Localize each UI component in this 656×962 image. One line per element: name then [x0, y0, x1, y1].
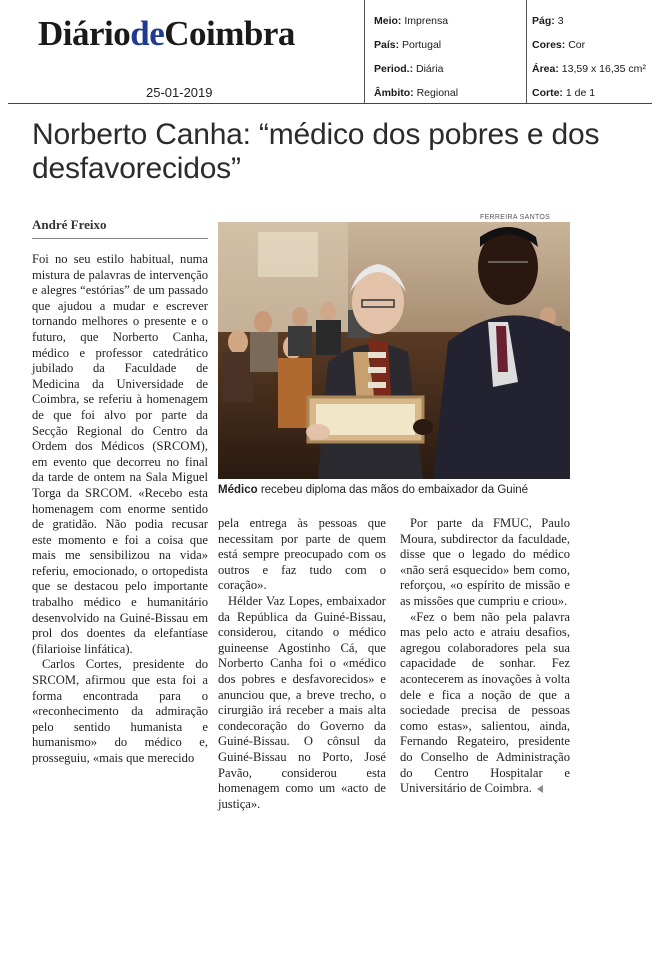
meta-pag: Pág: 3 — [532, 15, 564, 27]
masthead-logo — [38, 14, 295, 54]
article-column-1 — [32, 252, 208, 767]
paragraph: Hélder Vaz Lopes, embaixador da República da Guiné-Bissau, considerou, citando o médico guineense Agostinho Cá, que Norberto Canha foi o «médico dos pobres e desfavorecidos» e anunciou que, a breve trecho, o cirurgião irá receber a mais alta condecoração do Governo da Guiné-Bissau. O cônsul da Guiné-Bissau no Porto, José Pavão, considerou esta homenagem como um «acto de justiça». — [218, 593, 386, 811]
meta-area: Área: 13,59 x 16,35 cm² — [532, 63, 646, 75]
article-author: André Freixo — [32, 217, 107, 232]
photo-caption — [218, 484, 528, 496]
author-rule — [32, 238, 208, 239]
masthead-part1: Diário — [38, 14, 131, 53]
triangle-end-icon — [537, 785, 543, 793]
header-rule — [8, 103, 652, 104]
article-title: Norberto Canha: “médico dos pobres e dos desfavorecidos” — [32, 118, 600, 185]
meta-corte: Corte: 1 de 1 — [532, 87, 596, 99]
meta-cores: Cores: Cor — [532, 39, 586, 51]
paragraph-text: «Fez o bem não pela palavra mas pelo acto e atraiu desafios, agregou colaboradores pela sua capacidade de sonhar. Fez acontecerem as inovações à volta dele e fica a noção de que a sociedade precisa de pessoas como estas», salientou, ainda, Fernando Regateiro, presidente do Conselho de Administração do Centro Hospitalar e Universitário de Coimbra. — [400, 609, 570, 796]
publication-date: 25-01-2019 — [146, 85, 213, 100]
paragraph: pela entrega às pessoas que necessitam por parte de quem está sempre preocupado com os outros e faz tudo com o coração». — [218, 516, 386, 593]
meta-pais: País: Portugal — [374, 39, 442, 51]
caption-text: recebeu diploma das mãos do embaixador da Guiné — [257, 484, 529, 496]
paragraph: Por parte da FMUC, Paulo Moura, subdirector da faculdade, disse que o legado do médico «não será esquecido» bem como, reforçou, «o espírito de missão e as missões que cumpriu e criou». — [400, 516, 570, 608]
masthead-part2: de — [130, 14, 165, 53]
article-column-2 — [218, 516, 386, 812]
article-column-3 — [400, 516, 570, 797]
meta-period: Period.: Diária — [374, 63, 444, 75]
article-photo — [218, 222, 570, 479]
paragraph — [400, 610, 570, 797]
photo-credit: FERREIRA SANTOS — [480, 214, 551, 221]
masthead-part3: Coimbra — [164, 14, 295, 53]
paragraph: Foi no seu estilo habitual, numa mistura de palavras de intervenção e alegres “estórias” de um passado que ajudou a mudar e escrever tornando melhores o presente e o futuro, que Norberto Canha, médico e professor catedrático jubilado da Faculdade de Medicina da Universidade de Coimbra, se referiu à homenagem de que foi alvo por parte da Secção Regional do Centro da Ordem dos Médicos (SRCOM), em evento que decorreu no final da tarde de ontem na Sala Miguel Torga da SRCOM. «Recebo esta homenagem com enorme sentido de gratidão. Não podia recusar este momento e foi a coisa que mais me sensibilizou na vida» referiu, emocionado, o ortopedista que se destacou pelo importante trabalho médico e humanitário desenvolvido na Guiné-Bissau em prol dos doentes da elefantíase (filarioise linfática). — [32, 252, 208, 656]
meta-meio: Meio: Imprensa — [374, 15, 449, 27]
paragraph: Carlos Cortes, presidente do SRCOM, afirmou que esta foi a forma encontrada para o «reconhecimento da admiração pelo sentido humanista e humanismo» do médico e, prosseguiu, «mais que merecido — [32, 657, 208, 765]
header-divider-1 — [364, 0, 365, 103]
meta-ambito: Âmbito: Regional — [374, 87, 459, 99]
header-divider-2 — [526, 0, 527, 103]
caption-bold: Médico — [218, 484, 258, 496]
